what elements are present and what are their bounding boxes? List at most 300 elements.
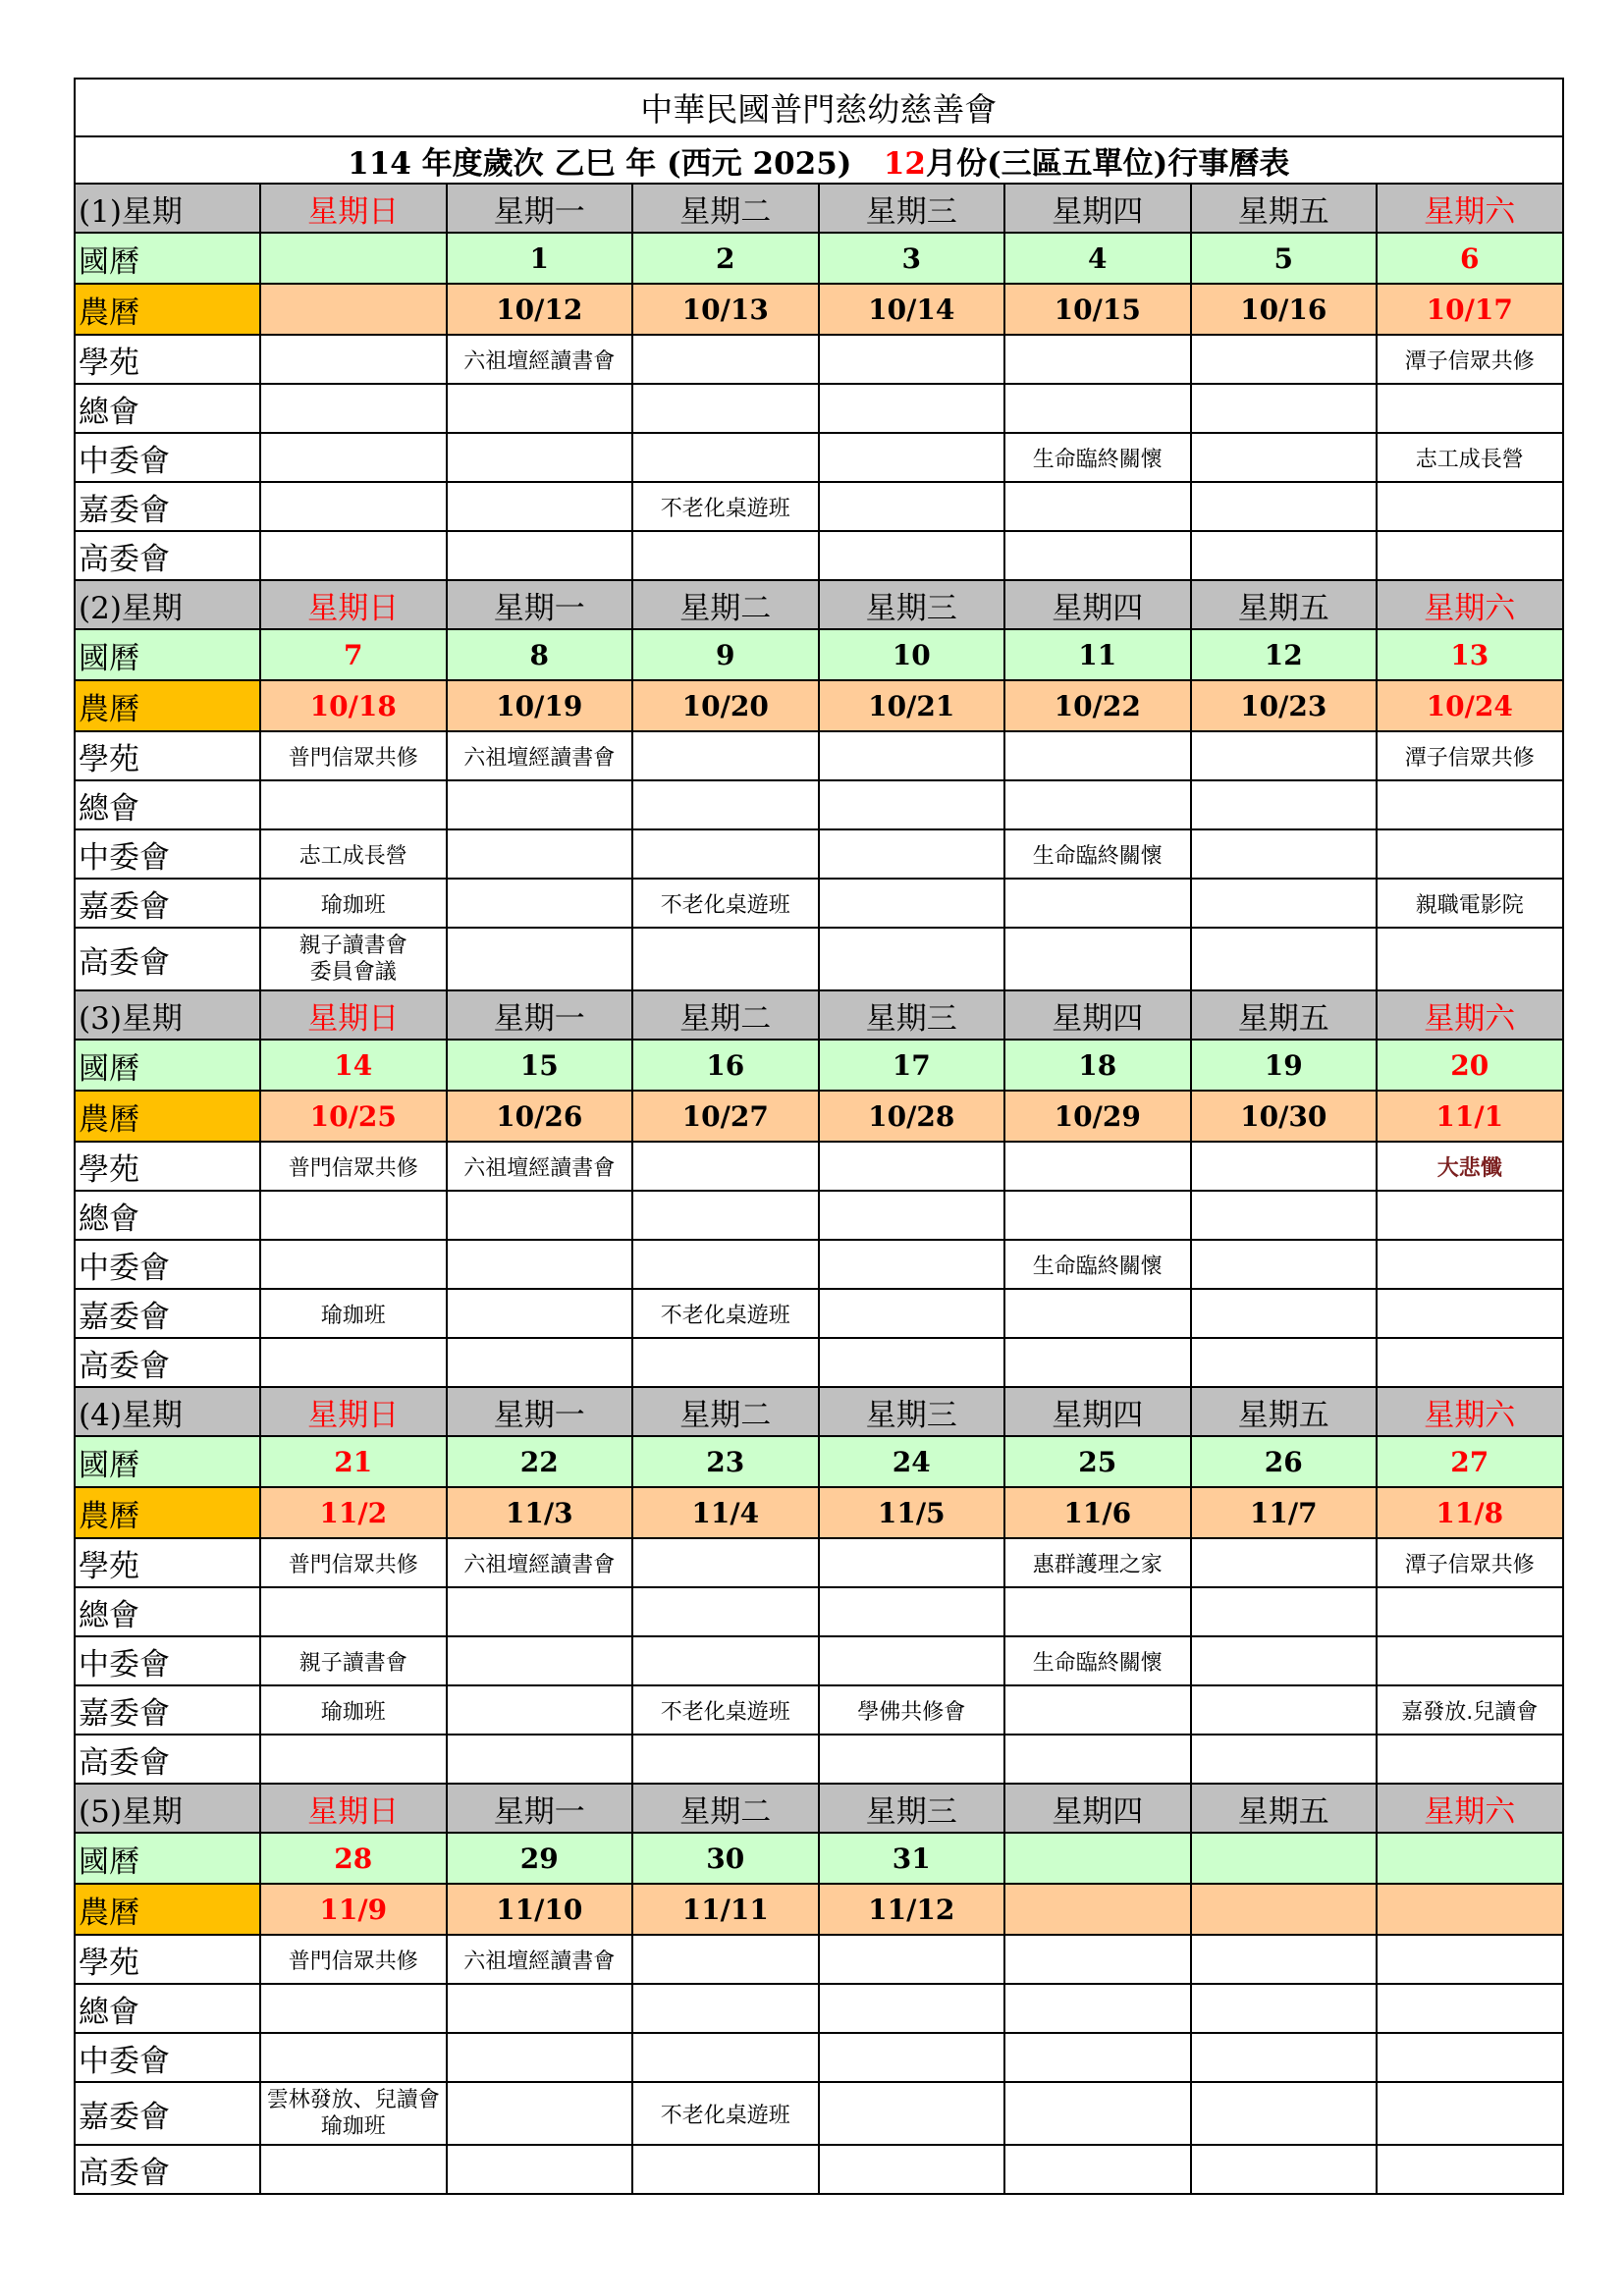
event-cell [819,335,1005,384]
event-cell: 潭子信眾共修 [1377,1538,1563,1587]
event-cell [1191,1240,1378,1289]
event-cell [447,928,633,990]
calendar-table [74,78,1564,2195]
lunar-date: 11/9 [260,1884,447,1935]
weekday-label: 星期三 [819,990,1005,1040]
weekday-label: 星期五 [1191,1784,1378,1833]
event-cell [447,1984,633,2033]
gregorian-date: 11 [1004,629,1191,680]
event-cell [1004,384,1191,433]
lunar-date: 11/12 [819,1884,1005,1935]
page-subtitle [75,136,1563,184]
event-cell [1004,531,1191,580]
weekday-label: 星期二 [632,1784,819,1833]
event-cell [1004,879,1191,928]
event-cell [819,384,1005,433]
event-cell [632,928,819,990]
event-cell [632,1191,819,1240]
event-cell: 志工成長營 [260,829,447,879]
event-cell [260,335,447,384]
event-cell [260,384,447,433]
weekday-label: 星期四 [1004,1387,1191,1436]
event-cell [819,1191,1005,1240]
event-cell [632,780,819,829]
event-cell [632,731,819,780]
weekday-label: 星期三 [819,580,1005,629]
unit-event-row [75,1240,1563,1289]
event-cell [819,1636,1005,1685]
unit-label: 高委會 [75,1338,260,1387]
event-line: 瑜珈班 [320,2114,386,2139]
event-cell [1191,1984,1378,2033]
gregorian-row [75,233,1563,284]
event-cell [1377,1289,1563,1338]
event-cell [632,2145,819,2194]
event-cell [1191,531,1378,580]
event-cell [260,1191,447,1240]
event-cell [819,1735,1005,1784]
gregorian-date: 21 [260,1436,447,1487]
unit-label: 高委會 [75,1735,260,1784]
gregorian-date: 12 [1191,629,1378,680]
lunar-label: 農曆 [75,1091,260,1142]
event-cell [632,1240,819,1289]
event-cell [819,879,1005,928]
gregorian-date: 18 [1004,1040,1191,1091]
lunar-date: 10/26 [447,1091,633,1142]
event-cell: 生命臨終關懷 [1004,433,1191,482]
lunar-date: 10/27 [632,1091,819,1142]
weekday-label: 星期四 [1004,1784,1191,1833]
lunar-date: 10/21 [819,680,1005,731]
event-cell: 瑜珈班 [260,1289,447,1338]
event-cell: 不老化桌遊班 [632,879,819,928]
event-cell: 六祖壇經讀書會 [447,335,633,384]
weekday-label: 星期一 [447,990,633,1040]
event-cell [447,2033,633,2082]
lunar-date: 10/18 [260,680,447,731]
gregorian-date: 22 [447,1436,633,1487]
event-cell [1377,1191,1563,1240]
event-cell [260,2033,447,2082]
event-cell [1377,1935,1563,1984]
gregorian-date: 20 [1377,1040,1563,1091]
event-cell [819,1587,1005,1636]
gregorian-date: 14 [260,1040,447,1091]
gregorian-date: 27 [1377,1436,1563,1487]
event-cell: 潭子信眾共修 [1377,731,1563,780]
event-cell [632,2033,819,2082]
event-cell [260,1735,447,1784]
calendar-sheet [74,78,1562,2195]
gregorian-date: 30 [632,1833,819,1884]
lunar-date: 11/8 [1377,1487,1563,1538]
unit-event-row [75,384,1563,433]
event-cell: 普門信眾共修 [260,1538,447,1587]
weekday-label: 星期六 [1377,990,1563,1040]
event-cell: 普門信眾共修 [260,1935,447,1984]
event-cell [1191,731,1378,780]
event-cell [632,1587,819,1636]
event-cell [1191,928,1378,990]
event-cell [1377,384,1563,433]
unit-event-row [75,2082,1563,2145]
event-cell [632,1735,819,1784]
event-cell: 潭子信眾共修 [1377,335,1563,384]
gregorian-date: 3 [819,233,1005,284]
weekday-label: 星期一 [447,580,633,629]
event-cell [632,384,819,433]
lunar-date [1191,1884,1378,1935]
weekday-label: 星期五 [1191,580,1378,629]
event-cell [260,531,447,580]
unit-event-row [75,780,1563,829]
event-cell: 志工成長營 [1377,433,1563,482]
event-cell: 普門信眾共修 [260,731,447,780]
event-cell: 六祖壇經讀書會 [447,1935,633,1984]
gregorian-date: 10 [819,629,1005,680]
event-cell: 普門信眾共修 [260,1142,447,1191]
unit-label: 總會 [75,1587,260,1636]
event-cell: 惠群護理之家 [1004,1538,1191,1587]
gregorian-date: 9 [632,629,819,680]
unit-label: 嘉委會 [75,1289,260,1338]
event-cell: 生命臨終關懷 [1004,829,1191,879]
event-cell [632,1142,819,1191]
unit-label: 嘉委會 [75,482,260,531]
event-cell [447,433,633,482]
unit-label: 中委會 [75,829,260,879]
weekday-label: 星期日 [260,1784,447,1833]
lunar-date [1004,1884,1191,1935]
event-cell [447,1587,633,1636]
weekday-label: 星期三 [819,1784,1005,1833]
gregorian-row [75,629,1563,680]
unit-label: 總會 [75,384,260,433]
event-cell [819,1289,1005,1338]
weekday-label: 星期六 [1377,1387,1563,1436]
event-cell: 生命臨終關懷 [1004,1240,1191,1289]
event-cell [1004,731,1191,780]
event-cell [1191,1935,1378,1984]
unit-label: 高委會 [75,928,260,990]
lunar-label: 農曆 [75,1884,260,1935]
weekday-label: 星期一 [447,1387,633,1436]
event-cell: 大悲懺 [1377,1142,1563,1191]
weekday-label: 星期六 [1377,184,1563,233]
event-cell [1191,1191,1378,1240]
event-cell [819,2082,1005,2145]
subtitle-suffix: 月份(三區五單位)行事曆表 [925,145,1290,182]
event-cell [1377,1587,1563,1636]
lunar-row [75,284,1563,335]
lunar-date [1377,1884,1563,1935]
gregorian-date: 15 [447,1040,633,1091]
event-line: 雲林發放、兒讀會 [266,2087,440,2112]
unit-event-row [75,1685,1563,1735]
gregorian-row [75,1436,1563,1487]
subtitle-year: 114 年度歲次 乙巳 年 (西元 2025) [348,145,852,182]
event-cell [1004,1984,1191,2033]
event-cell [1191,384,1378,433]
unit-event-row [75,1587,1563,1636]
event-cell [260,928,447,990]
lunar-date: 10/30 [1191,1091,1378,1142]
event-cell [260,1240,447,1289]
unit-event-row [75,1538,1563,1587]
event-cell: 不老化桌遊班 [632,1289,819,1338]
event-cell [1004,335,1191,384]
gregorian-date: 4 [1004,233,1191,284]
lunar-label: 農曆 [75,284,260,335]
event-cell [447,1338,633,1387]
event-cell [1377,2145,1563,2194]
week-label: (3)星期 [75,990,260,1040]
event-cell [447,482,633,531]
weekday-label: 星期五 [1191,1387,1378,1436]
unit-label: 總會 [75,780,260,829]
lunar-date: 11/2 [260,1487,447,1538]
event-cell: 六祖壇經讀書會 [447,1142,633,1191]
event-cell [1191,1685,1378,1735]
event-cell [447,1240,633,1289]
event-cell [632,1538,819,1587]
lunar-date: 11/7 [1191,1487,1378,1538]
week-header-row [75,1387,1563,1436]
gregorian-date [260,233,447,284]
unit-label: 嘉委會 [75,879,260,928]
lunar-date: 10/25 [260,1091,447,1142]
page-title: 中華民國普門慈幼慈善會 [75,79,1563,136]
weekday-label: 星期二 [632,1387,819,1436]
event-cell [819,928,1005,990]
event-cell: 生命臨終關懷 [1004,1636,1191,1685]
unit-event-row [75,928,1563,990]
week-label: (4)星期 [75,1387,260,1436]
event-cell [1004,1735,1191,1784]
week-label: (2)星期 [75,580,260,629]
gregorian-label: 國曆 [75,1040,260,1091]
gregorian-date: 17 [819,1040,1005,1091]
weekday-label: 星期二 [632,184,819,233]
lunar-date: 10/12 [447,284,633,335]
event-cell [1004,1587,1191,1636]
event-cell [260,2082,447,2145]
event-cell [1191,2145,1378,2194]
lunar-row [75,1884,1563,1935]
event-cell [1377,2033,1563,2082]
event-cell [1377,1984,1563,2033]
unit-label: 中委會 [75,1636,260,1685]
gregorian-date: 7 [260,629,447,680]
event-cell [819,780,1005,829]
gregorian-date: 23 [632,1436,819,1487]
event-cell [1377,829,1563,879]
unit-label: 中委會 [75,433,260,482]
gregorian-date [1377,1833,1563,1884]
gregorian-date: 8 [447,629,633,680]
event-cell [1191,1289,1378,1338]
event-cell [447,879,633,928]
unit-label: 嘉委會 [75,1685,260,1735]
lunar-row [75,680,1563,731]
gregorian-date [1191,1833,1378,1884]
weekday-label: 星期四 [1004,184,1191,233]
unit-label: 學苑 [75,1142,260,1191]
event-cell [447,780,633,829]
gregorian-row [75,1040,1563,1091]
event-cell [1004,1191,1191,1240]
event-cell: 六祖壇經讀書會 [447,731,633,780]
lunar-date: 10/20 [632,680,819,731]
event-cell [819,1338,1005,1387]
event-cell [632,433,819,482]
unit-label: 中委會 [75,2033,260,2082]
event-cell [1377,780,1563,829]
gregorian-date: 6 [1377,233,1563,284]
lunar-date: 10/23 [1191,680,1378,731]
week-header-row [75,580,1563,629]
event-cell [819,1538,1005,1587]
event-line: 委員會議 [309,960,397,985]
gregorian-row [75,1833,1563,1884]
event-cell [260,1338,447,1387]
event-cell [1004,1142,1191,1191]
event-cell [1004,2082,1191,2145]
event-cell [819,2145,1005,2194]
event-cell [819,1984,1005,2033]
event-cell [819,1240,1005,1289]
lunar-label: 農曆 [75,680,260,731]
unit-event-row [75,1338,1563,1387]
unit-label: 學苑 [75,1935,260,1984]
event-cell [1191,1142,1378,1191]
event-cell [1191,1338,1378,1387]
unit-event-row [75,1142,1563,1191]
event-cell [447,531,633,580]
lunar-date: 11/11 [632,1884,819,1935]
event-cell [447,1289,633,1338]
event-cell: 瑜珈班 [260,1685,447,1735]
week-label: (1)星期 [75,184,260,233]
week-header-row [75,1784,1563,1833]
lunar-date: 11/10 [447,1884,633,1935]
unit-event-row [75,879,1563,928]
lunar-date: 10/14 [819,284,1005,335]
weekday-label: 星期日 [260,184,447,233]
event-cell [1191,433,1378,482]
gregorian-date: 19 [1191,1040,1378,1091]
weekday-label: 星期日 [260,580,447,629]
event-cell [260,1587,447,1636]
event-cell [1191,1735,1378,1784]
event-cell [1377,531,1563,580]
event-cell: 親職電影院 [1377,879,1563,928]
event-cell [447,384,633,433]
gregorian-date: 24 [819,1436,1005,1487]
unit-label: 學苑 [75,731,260,780]
event-cell [1377,928,1563,990]
unit-event-row [75,1935,1563,1984]
event-cell [1004,1685,1191,1735]
unit-label: 學苑 [75,335,260,384]
gregorian-date: 28 [260,1833,447,1884]
event-cell [632,1935,819,1984]
event-cell [1004,2145,1191,2194]
event-cell [1004,1935,1191,1984]
event-cell [447,1735,633,1784]
unit-event-row [75,433,1563,482]
lunar-date: 11/3 [447,1487,633,1538]
gregorian-date: 1 [447,233,633,284]
weekday-label: 星期五 [1191,990,1378,1040]
event-cell [447,2082,633,2145]
event-cell [447,2145,633,2194]
event-cell [632,829,819,879]
weekday-label: 星期二 [632,990,819,1040]
event-cell: 學佛共修會 [819,1685,1005,1735]
event-cell [1191,482,1378,531]
lunar-date: 10/29 [1004,1091,1191,1142]
event-cell [1004,928,1191,990]
gregorian-label: 國曆 [75,1436,260,1487]
event-cell [632,531,819,580]
weekday-label: 星期四 [1004,990,1191,1040]
event-cell [1191,2033,1378,2082]
weekday-label: 星期一 [447,184,633,233]
event-cell: 嘉發放.兒讀會 [1377,1685,1563,1735]
unit-event-row [75,1636,1563,1685]
weekday-label: 星期一 [447,1784,633,1833]
unit-label: 嘉委會 [75,2082,260,2145]
event-cell [447,1636,633,1685]
event-line: 親子讀書會 [298,933,407,958]
gregorian-date: 25 [1004,1436,1191,1487]
event-cell [632,1984,819,2033]
event-cell [1191,2082,1378,2145]
event-cell [1191,1587,1378,1636]
unit-event-row [75,1984,1563,2033]
event-cell: 不老化桌遊班 [632,482,819,531]
lunar-date: 10/22 [1004,680,1191,731]
event-cell [1377,1338,1563,1387]
event-cell [447,1685,633,1735]
event-cell [1004,1289,1191,1338]
event-cell [632,335,819,384]
lunar-date: 11/5 [819,1487,1005,1538]
lunar-date: 10/19 [447,680,633,731]
event-cell [1377,1636,1563,1685]
week-header-row [75,990,1563,1040]
lunar-date: 10/13 [632,284,819,335]
event-cell [1377,2082,1563,2145]
unit-event-row [75,1289,1563,1338]
unit-label: 總會 [75,1984,260,2033]
lunar-date: 10/24 [1377,680,1563,731]
event-cell [819,829,1005,879]
event-cell [1191,1538,1378,1587]
week-header-row [75,184,1563,233]
event-cell [1377,1735,1563,1784]
lunar-date: 10/28 [819,1091,1005,1142]
lunar-date: 11/4 [632,1487,819,1538]
event-cell [447,1191,633,1240]
gregorian-label: 國曆 [75,233,260,284]
event-cell [819,2033,1005,2082]
weekday-label: 星期日 [260,1387,447,1436]
unit-event-row [75,829,1563,879]
weekday-label: 星期三 [819,184,1005,233]
